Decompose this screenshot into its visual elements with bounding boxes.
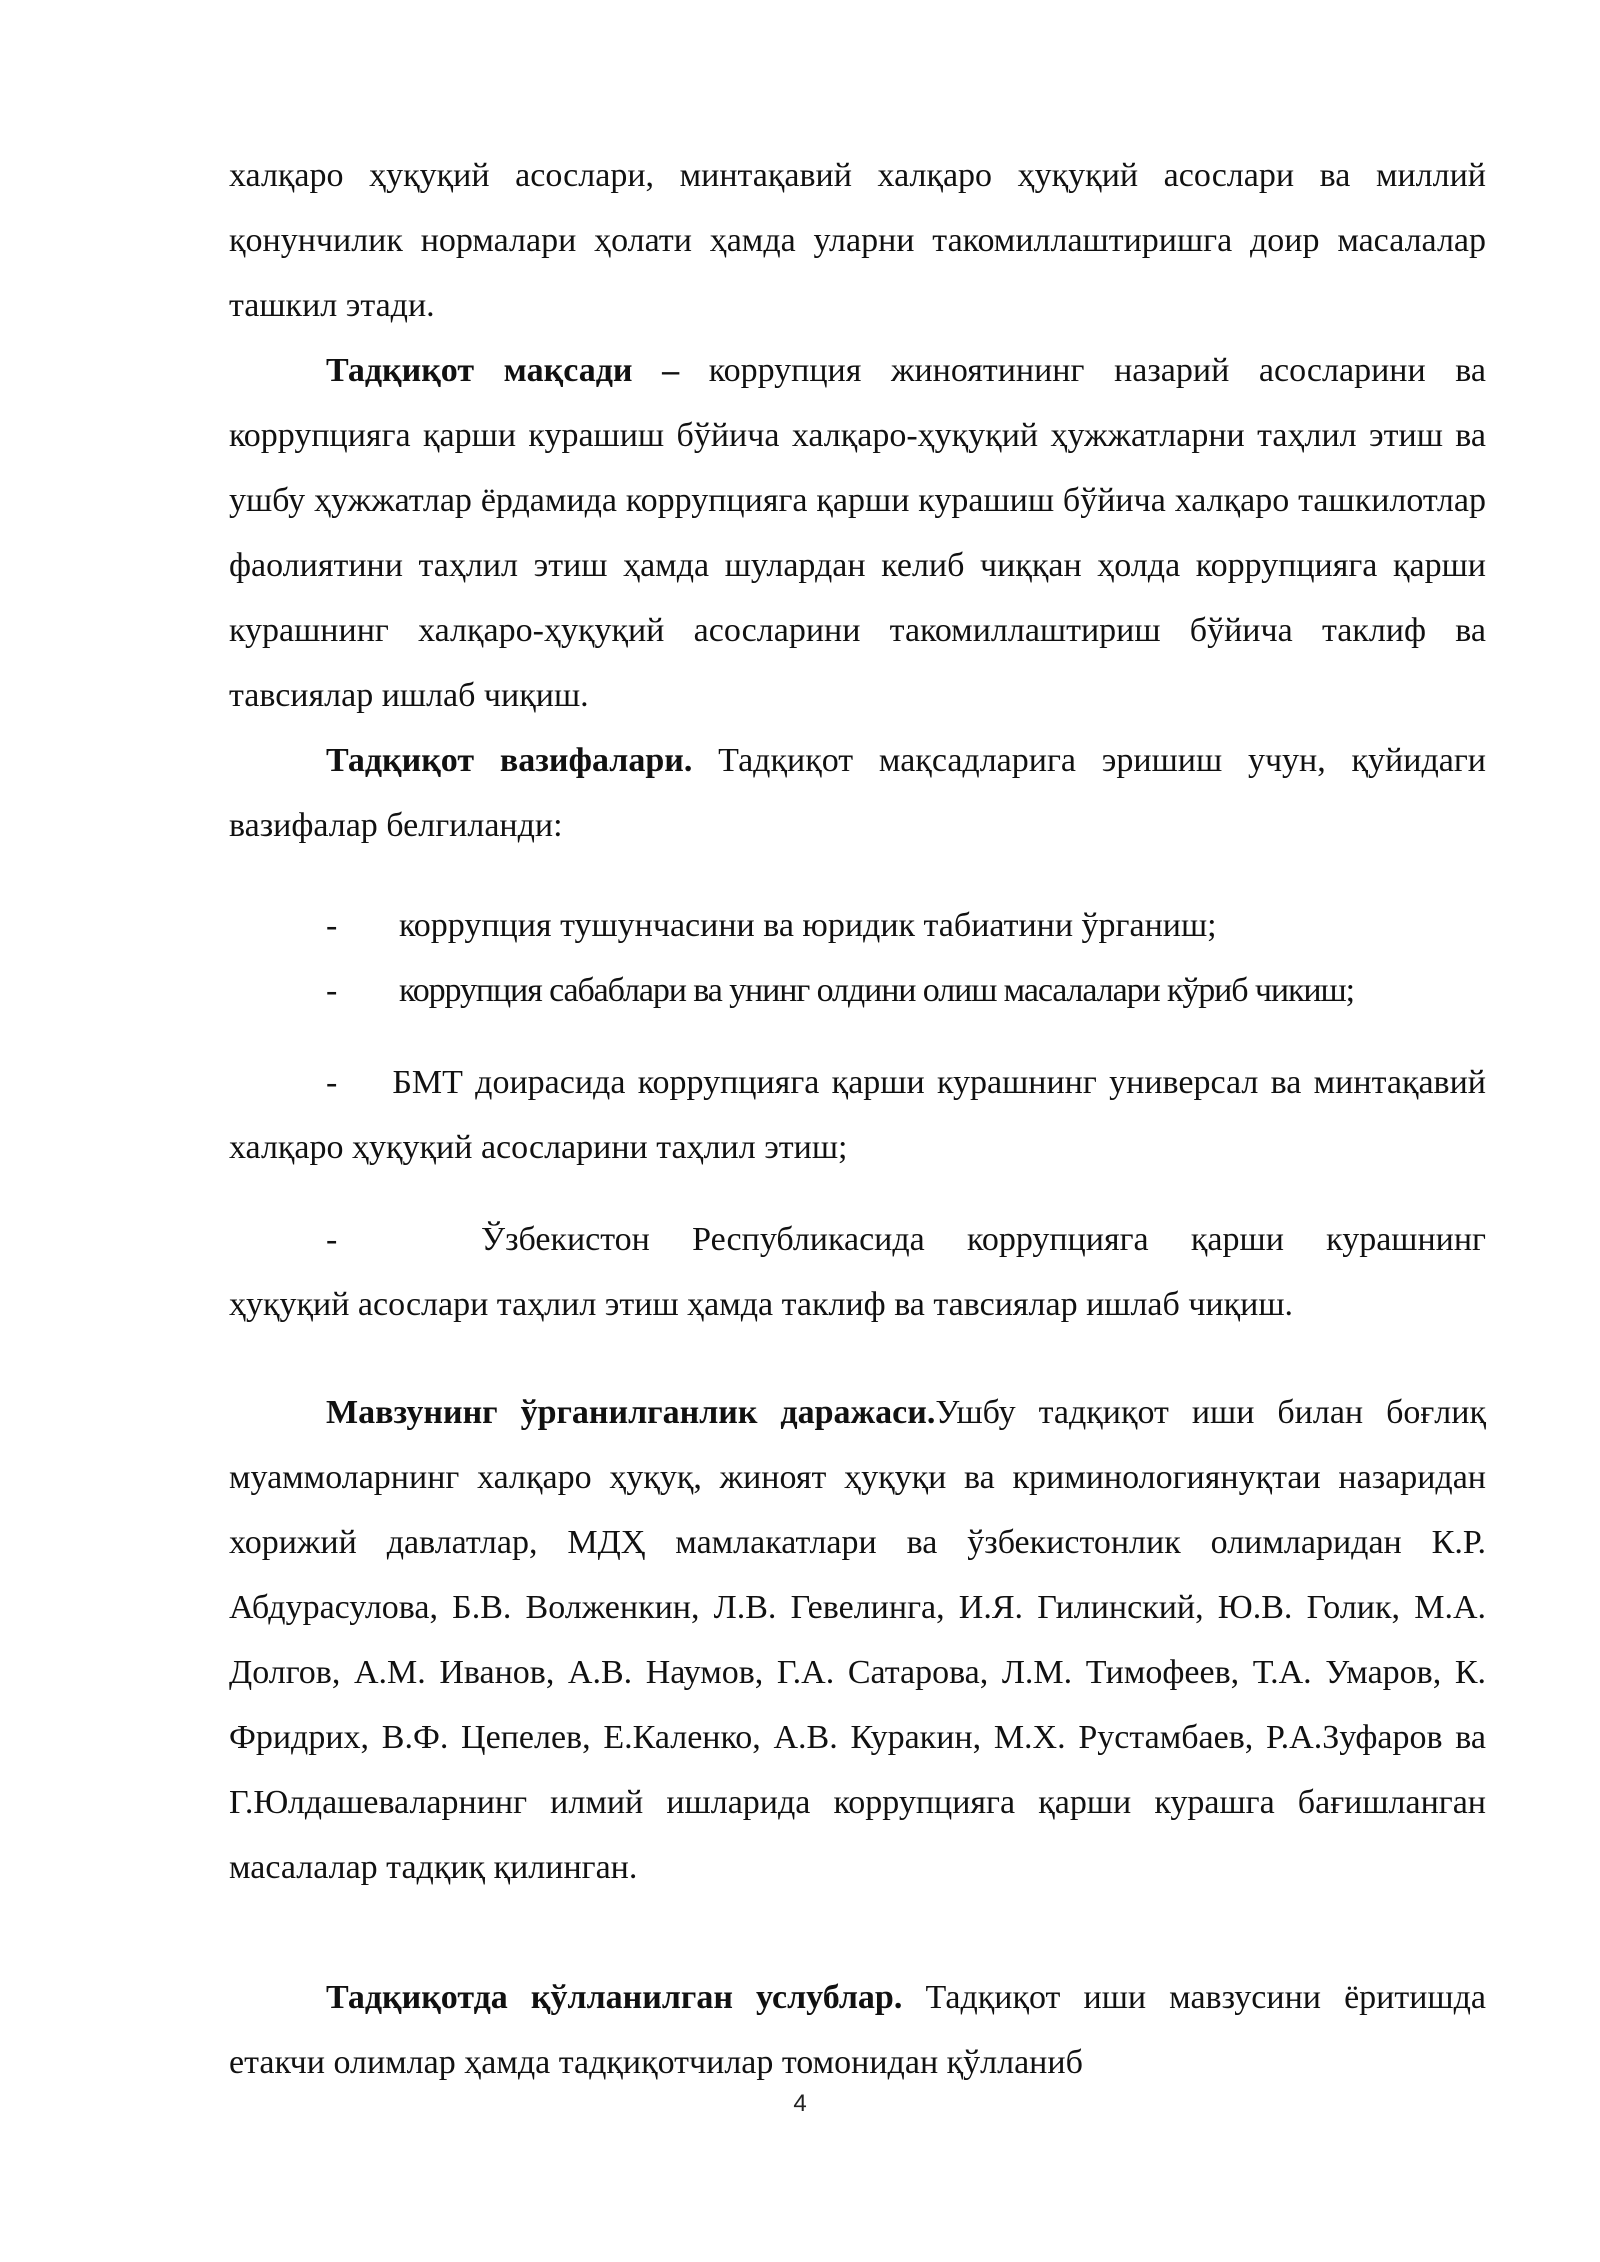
paragraph-text: халқаро ҳуқуқий асослари, минтақавий халқаро ҳуқуқий асослари ва миллий қонунчилик нормалари ҳолати ҳамда уларни такомиллаштиришга доир масалалар ташкил этади. <box>229 157 1486 324</box>
list-item-text: Ўзбекистон Республикасида коррупцияга қарши курашнинг <box>481 1221 1486 1258</box>
paragraph-research-goal <box>229 338 1486 728</box>
list-dash: - <box>326 1221 338 1258</box>
list-item-text: БМТ доирасида коррупцияга қарши курашнинг универсал ва минтақавий халқаро ҳуқуқий асосларини таҳлил этиш; <box>229 1064 1486 1166</box>
research-tasks-heading: Тадқиқот вазифалари. <box>326 742 693 779</box>
list-dash: - <box>326 1064 338 1101</box>
list-item <box>229 893 1486 958</box>
list-item-text-continued: ҳуқуқий асослари таҳлил этиш ҳамда таклиф ва тавсиялар ишлаб чиқиш. <box>229 1286 1294 1323</box>
list-item-text: коррупция сабаблари ва унинг олдини олиш масалалари кўриб чикиш; <box>399 972 1354 1009</box>
list-dash: - <box>326 972 338 1009</box>
study-level-heading: Мавзунинг ўрганилганлик даражаси. <box>326 1394 936 1431</box>
research-goal-heading: Тадқиқот мақсади – <box>326 352 680 389</box>
list-item-un-framework <box>229 1050 1486 1180</box>
research-tasks-text: Тадқиқот мақсадларига эришиш учун, қуйидаги вазифалар белгиланди: <box>229 742 1486 844</box>
paragraph-research-tasks <box>229 728 1486 858</box>
methods-heading: Тадқиқотда қўлланилган услублар. <box>326 1979 903 2016</box>
list-item-text: коррупция тушунчасини ва юридик табиатини ўрганиш; <box>399 907 1217 944</box>
study-level-text: Ушбу тадқиқот иши билан боғлиқ муаммоларнинг халқаро ҳуқуқ, жиноят ҳуқуқи ва криминологиянуқтаи назаридан хорижий давлатлар, МДҲ мамлакатлари ва ўзбекистонлик олимларидан К.Р. Абдурасулова, Б.В. Волженкин, Л.В. Гевелинга, И.Я. Гилинский, Ю.В. Голик, М.А. Долгов, А.М. Иванов, А.В. Наумов, Г.А. Сатарова, Л.М. Тимофеев, Т.А. Умаров, К. Фридрих, В.Ф. Цепелев, Е.Каленко, А.В. Куракин, М.Х. Рустамбаев, Р.А.Зуфаров ва Г.Юлдашеваларнинг илмий ишларида коррупцияга қарши курашга бағишланган масалалар тадқиқ қилинган. <box>229 1394 1486 1886</box>
paragraph-methods <box>229 1965 1486 2095</box>
list-item <box>229 958 1486 1023</box>
paragraph-intro-continuation <box>229 143 1486 338</box>
list-dash: - <box>326 907 338 944</box>
list-item-uzbekistan <box>229 1207 1486 1337</box>
methods-text: Тадқиқот иши мавзусини ёритишда етакчи олимлар ҳамда тадқиқотчилар томонидан қўлланиб <box>229 1979 1486 2081</box>
page-number: 4 <box>793 2090 807 2117</box>
paragraph-study-level <box>229 1380 1486 1900</box>
research-goal-text: коррупция жиноятининг назарий асосларини ва коррупцияга қарши курашиш бўйича халқаро-ҳуқуқий ҳужжатларни таҳлил этиш ва ушбу ҳужжатлар ёрдамида коррупцияга қарши курашиш бўйича халқаро ташкилотлар фаолиятини таҳлил этиш ҳамда шулардан келиб чиққан ҳолда коррупцияга қарши курашнинг халқаро-ҳуқуқий асосларини такомиллаштириш бўйича таклиф ва тавсиялар ишлаб чиқиш. <box>229 352 1486 714</box>
